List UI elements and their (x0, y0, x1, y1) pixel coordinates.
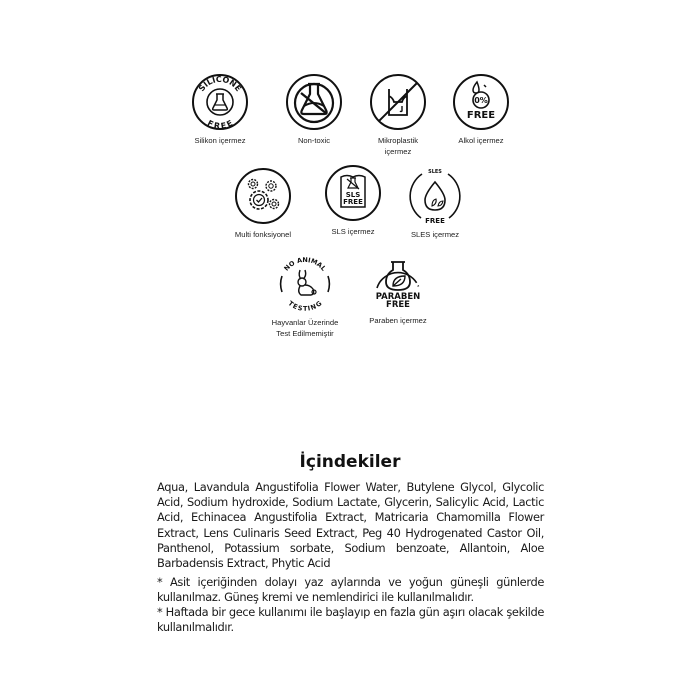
usage-note-1: * Asit içeriğinden dolayı yaz aylarında ve yoğun güneşli günlerde kullanılmaz. Güneş kremi ve nemlendirici ile kullanılmalıdır. (157, 575, 544, 605)
svg-text:SLS: SLS (345, 191, 361, 199)
no-animal-testing-icon (275, 254, 335, 314)
badge-silicone-free (180, 72, 260, 146)
svg-text:FREE: FREE (386, 300, 410, 310)
svg-text:NO ANIMAL: NO ANIMAL (282, 255, 328, 273)
ingredients-list: Aqua, Lavandula Angustifolia Flower Water, Butylene Glycol, Glycolic Acid, Sodium hydroxide, Sodium Lactate, Glycerin, Salicylic Acid, Lactic Acid, Echinacea Angustifolia Extract, Matricaria Chamomilla Flower Extract, Lens Culinaris Seed Extract, Peg 40 Hydrogenated Castor Oil, Panthenol, Potassium sorbate, Sodium benzoate, Allantoin, Aloe Barbadensis Extract, Phytic Acid (157, 480, 544, 571)
silicone-free-icon (190, 72, 250, 132)
badge-label-line2: içermez (384, 147, 412, 156)
sles-free-icon (405, 166, 465, 226)
svg-text:SLES: SLES (428, 169, 442, 175)
svg-text:0%: 0% (474, 96, 488, 105)
multi-function-icon (233, 166, 293, 226)
badge-paraben-free (358, 252, 438, 326)
usage-note-2: * Haftada bir gece kullanımı ile başlayıp en fazla gün aşırı olacak şekilde kullanılmalıdır. (157, 605, 544, 635)
non-toxic-icon (284, 72, 344, 132)
badge-label (358, 135, 438, 157)
badge-sls-free (313, 163, 393, 237)
badge-label (265, 317, 345, 339)
badge-label: Non-toxic (297, 136, 331, 145)
svg-text:FREE: FREE (466, 110, 496, 121)
badge-sles-free (395, 166, 475, 240)
badge-label: Silikon içermez (194, 136, 246, 145)
badge-no-animal-testing (265, 254, 345, 339)
svg-text:FREE: FREE (425, 217, 445, 225)
badge-label-line1: Hayvanlar Üzerinde (271, 318, 339, 327)
svg-text:FREE: FREE (343, 198, 363, 206)
badge-microplastic-free (358, 72, 438, 157)
paraben-free-icon (368, 252, 428, 312)
badge-label: Multi fonksiyonel (234, 230, 292, 239)
badge-label-line2: Test Edilmemiştir (276, 329, 334, 338)
svg-text:PARABEN: PARABEN (375, 292, 421, 302)
badge-non-toxic (274, 72, 354, 146)
alcohol-free-icon (451, 72, 511, 132)
svg-text:SILICONE: SILICONE (196, 74, 244, 94)
badge-label: SLES içermez (410, 230, 460, 239)
badge-label: SLS içermez (331, 227, 375, 236)
svg-text:FREE: FREE (205, 118, 235, 131)
badge-label: Alkol içermez (458, 136, 504, 145)
section-title: İçindekiler (299, 452, 401, 472)
badge-label-line1: Mikroplastik (377, 136, 419, 145)
microplastic-free-icon (368, 72, 428, 132)
badge-alcohol-free (441, 72, 521, 146)
badge-multi-function (223, 166, 303, 240)
svg-text:TESTING: TESTING (286, 299, 324, 313)
sls-free-icon (323, 163, 383, 223)
badge-label: Paraben içermez (369, 316, 427, 325)
